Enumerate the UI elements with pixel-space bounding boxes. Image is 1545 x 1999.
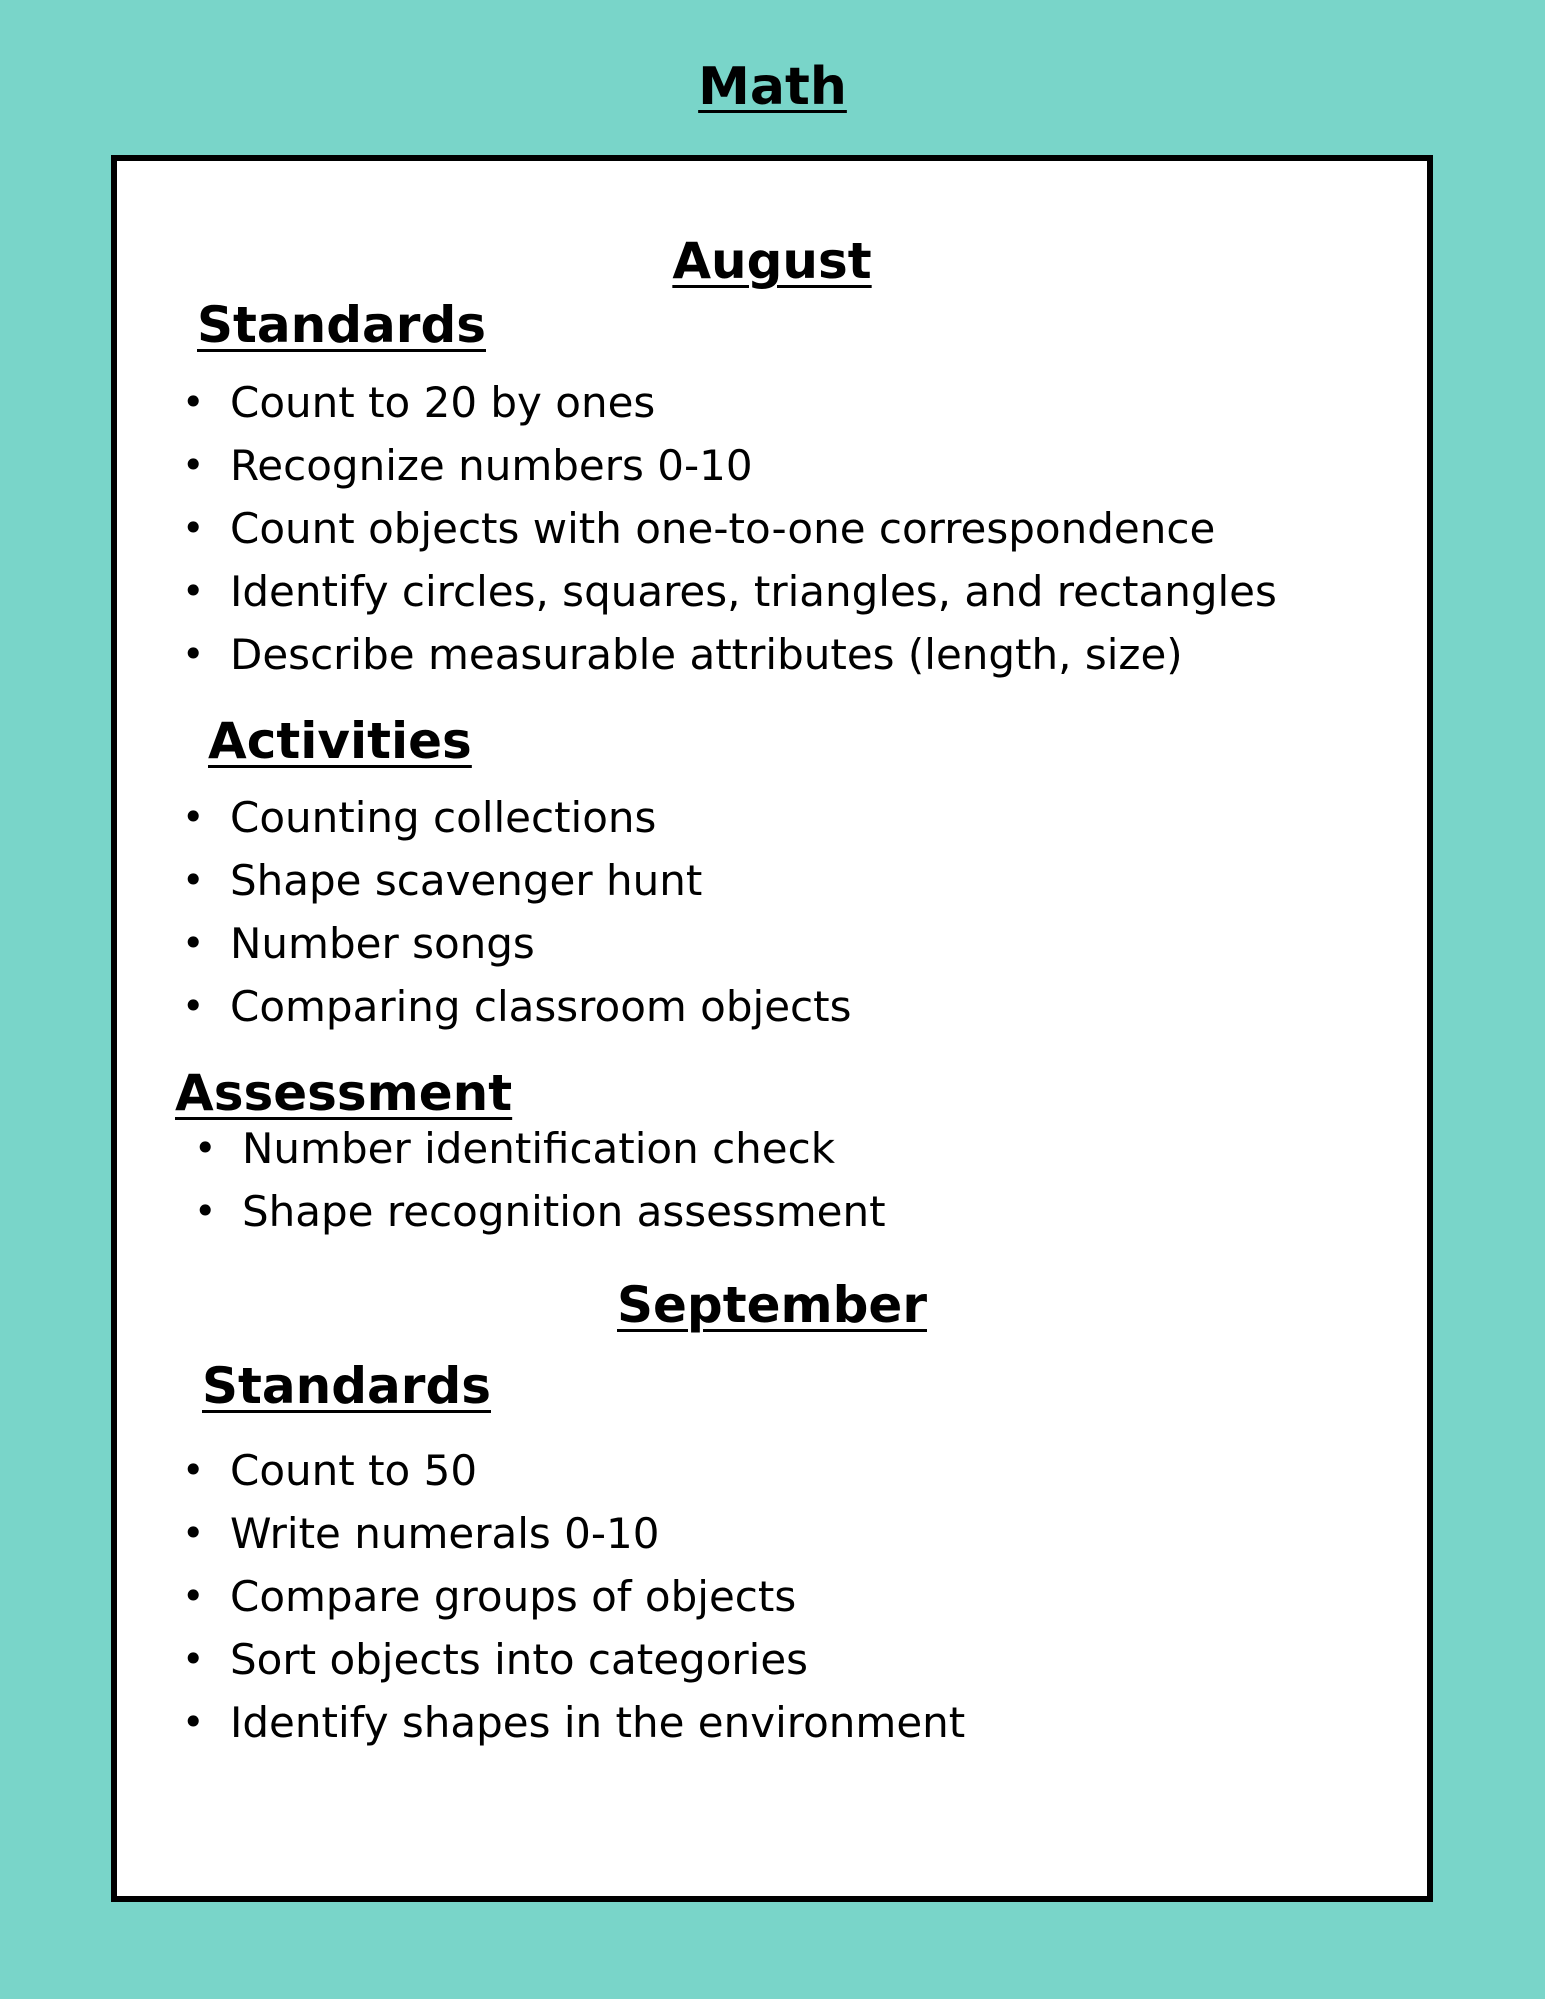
list-item <box>182 912 851 975</box>
august-assessment-list <box>194 1117 886 1243</box>
september-standards-heading: Standards <box>202 1357 491 1415</box>
list-item <box>182 975 851 1038</box>
list-item-text: Write numerals 0-10 <box>230 1509 660 1558</box>
bullet-icon: • <box>182 858 205 902</box>
list-item-text: Count to 20 by ones <box>230 378 656 427</box>
list-item-text: Count objects with one-to-one correspondence <box>230 504 1216 553</box>
content-panel <box>111 155 1433 1902</box>
bullet-icon: • <box>182 984 205 1028</box>
list-item <box>182 623 1277 686</box>
list-item-text: Identify shapes in the environment <box>230 1698 966 1747</box>
month-heading-september: September <box>617 1276 927 1334</box>
list-item-text: Comparing classroom objects <box>230 982 852 1031</box>
bullet-icon: • <box>182 921 205 965</box>
bullet-icon: • <box>182 1448 205 1492</box>
bullet-icon: • <box>194 1189 217 1233</box>
list-item-text: Number identification check <box>242 1124 836 1173</box>
list-item-text: Count to 50 <box>230 1446 478 1495</box>
list-item <box>182 849 851 912</box>
bullet-icon: • <box>182 632 205 676</box>
list-item <box>194 1180 886 1243</box>
september-standards-list <box>182 1439 965 1754</box>
august-assessment-heading: Assessment <box>175 1064 513 1122</box>
august-activities-heading: Activities <box>208 712 472 770</box>
list-item-text: Sort objects into categories <box>230 1635 809 1684</box>
bullet-icon: • <box>194 1126 217 1170</box>
bullet-icon: • <box>182 380 205 424</box>
list-item-text: Identify circles, squares, triangles, and rectangles <box>230 567 1277 616</box>
list-item-text: Compare groups of objects <box>230 1572 797 1621</box>
list-item <box>182 434 1277 497</box>
bullet-icon: • <box>182 1574 205 1618</box>
list-item-text: Counting collections <box>230 793 657 842</box>
list-item-text: Shape recognition assessment <box>242 1187 886 1236</box>
month-heading-august: August <box>672 232 872 290</box>
bullet-icon: • <box>182 506 205 550</box>
list-item-text: Describe measurable attributes (length, size) <box>230 630 1183 679</box>
bullet-icon: • <box>182 795 205 839</box>
list-item <box>182 497 1277 560</box>
august-standards-list <box>182 371 1277 686</box>
list-item-text: Number songs <box>230 919 535 968</box>
bullet-icon: • <box>182 1637 205 1681</box>
list-item <box>182 560 1277 623</box>
list-item-text: Recognize numbers 0-10 <box>230 441 753 490</box>
august-activities-list <box>182 786 851 1038</box>
bullet-icon: • <box>182 1511 205 1555</box>
list-item <box>182 1628 965 1691</box>
list-item <box>182 1691 965 1754</box>
list-item <box>182 1565 965 1628</box>
bullet-icon: • <box>182 1700 205 1744</box>
list-item <box>194 1117 886 1180</box>
list-item <box>182 371 1277 434</box>
list-item <box>182 786 851 849</box>
list-item <box>182 1439 965 1502</box>
bullet-icon: • <box>182 569 205 613</box>
list-item <box>182 1502 965 1565</box>
august-standards-heading: Standards <box>197 296 486 354</box>
page-title: Math <box>698 57 847 117</box>
list-item-text: Shape scavenger hunt <box>230 856 703 905</box>
bullet-icon: • <box>182 443 205 487</box>
